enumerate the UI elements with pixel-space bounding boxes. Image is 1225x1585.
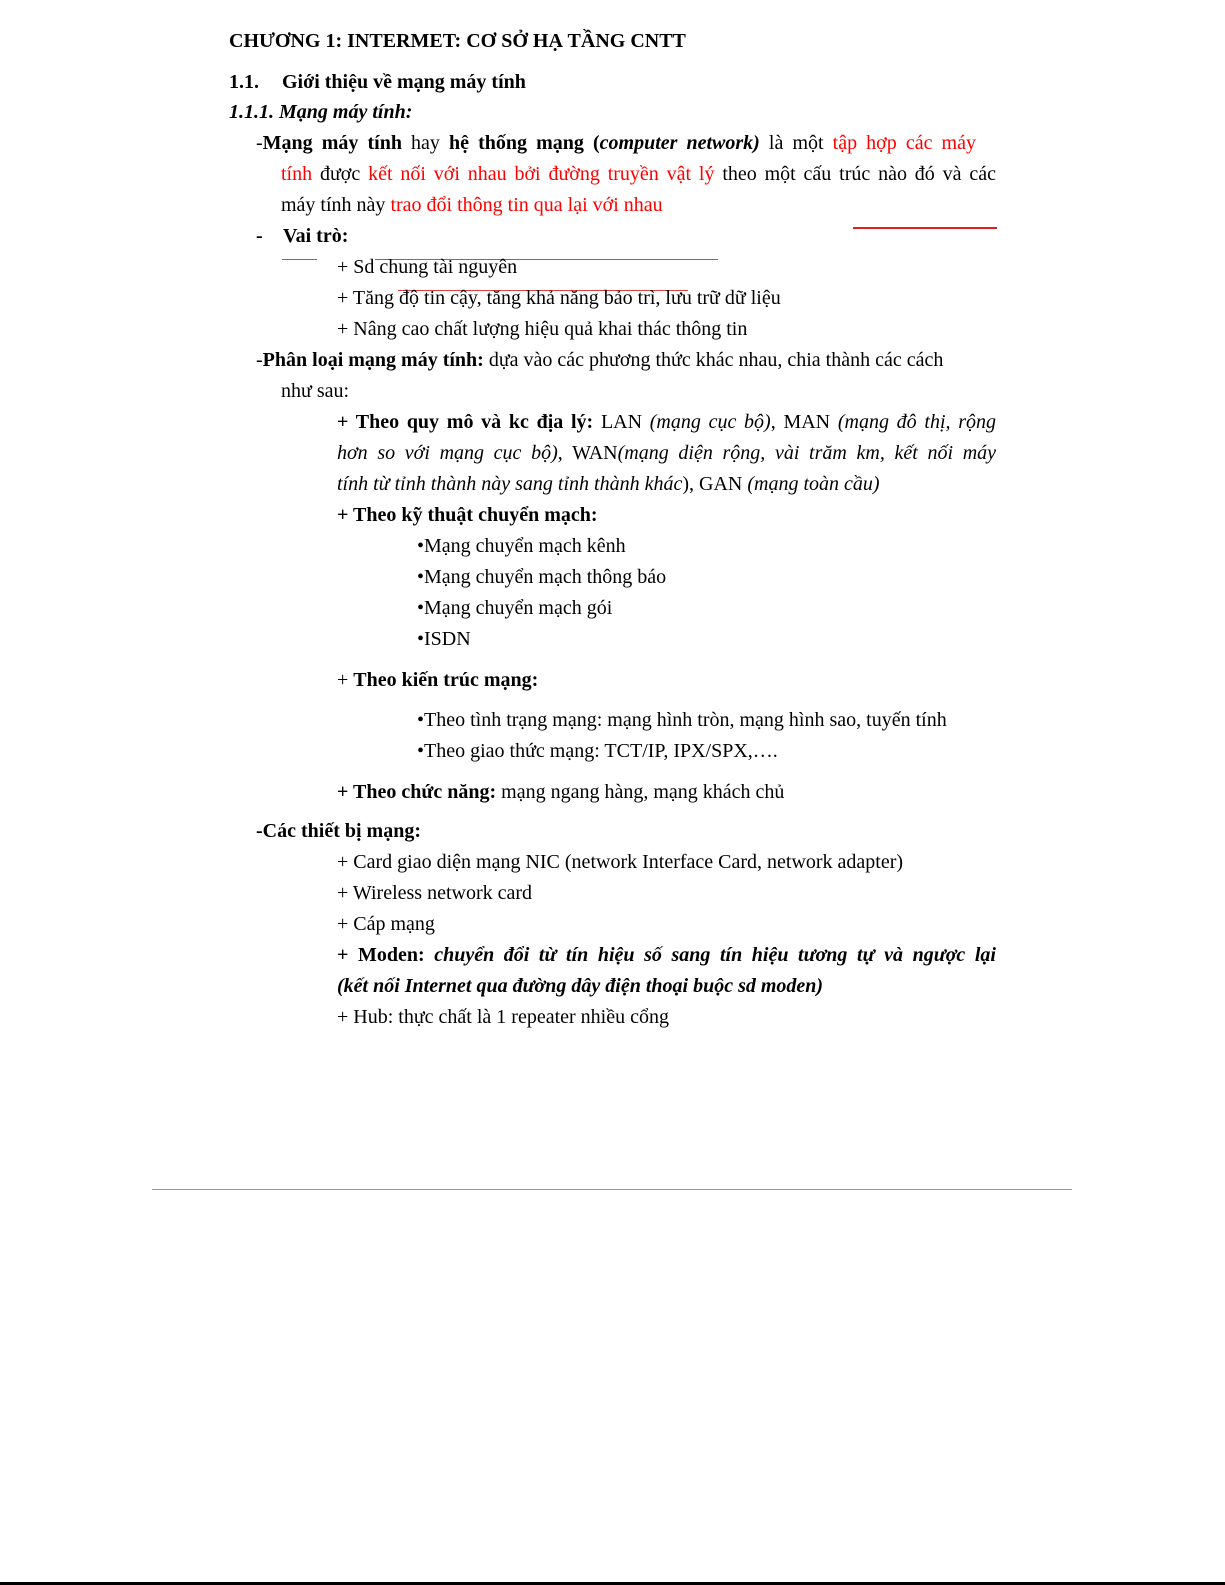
classification-text: dựa vào các phương thức khác nhau, chia thành các cách <box>483 349 944 371</box>
roles-label: Vai trò: <box>283 225 349 247</box>
modem-line-2: (kết nối Internet qua đường dây điện thoại buộc sd moden) <box>337 975 824 997</box>
scale-text: , MAN <box>770 411 838 433</box>
switching-item: •ISDN <box>417 628 471 650</box>
architecture-label <box>337 666 538 694</box>
section-number: 1.1. <box>229 71 259 93</box>
highlight-text: kết nối với nhau bởi đường truyền vật lý <box>368 163 715 185</box>
section-heading <box>229 68 526 96</box>
section-title: Giới thiệu về mạng máy tính <box>282 71 526 93</box>
ink-underline <box>853 227 997 229</box>
scale-note: (mạng đô thị, rộng <box>837 411 996 433</box>
switching-item: •Mạng chuyển mạch gói <box>417 597 613 619</box>
device-item: + Card giao diện mạng NIC (network Interface Card, network adapter) <box>337 851 904 873</box>
definition-text: hay <box>401 132 450 154</box>
scale-text: ), GAN <box>682 473 748 495</box>
scale-label: + Theo quy mô và kc địa lý: <box>337 411 594 433</box>
definition-line-2 <box>281 160 996 188</box>
switching-item: •Mạng chuyển mạch thông báo <box>417 566 667 588</box>
classification-line-2: như sau: <box>281 380 350 402</box>
device-item: + Cáp mạng <box>337 913 435 935</box>
page-divider <box>152 1189 1072 1190</box>
highlight-text: tính <box>281 163 313 185</box>
devices-heading: -Các thiết bị mạng: <box>256 820 421 842</box>
classification-line-1 <box>256 346 943 374</box>
roles-dash: - <box>256 225 263 247</box>
architecture-item: •Theo giao thức mạng: TCT/IP, IPX/SPX,…. <box>417 740 778 762</box>
definition-line-3 <box>281 191 663 219</box>
function-label: + Theo chức năng: <box>337 781 497 803</box>
definition-text: theo một cấu trúc nào đó và các <box>714 163 996 185</box>
architecture-label-text: Theo kiến trúc mạng: <box>353 669 539 691</box>
definition-line-1 <box>256 129 976 157</box>
definition-text: máy tính này <box>281 194 391 216</box>
scale-line-3 <box>337 470 880 498</box>
scale-note: tính từ tỉnh thành này sang tỉnh thành khác <box>337 473 683 495</box>
modem-text: chuyển đổi từ tín hiệu số sang tín hiệu tương tự và ngược lại <box>424 944 996 966</box>
term-computer-network: Mạng máy tính <box>262 132 402 154</box>
switching-label: + Theo kỹ thuật chuyển mạch: <box>337 504 598 526</box>
chapter-title: CHƯƠNG 1: INTERMET: CƠ SỞ HẠ TẦNG CNTT <box>229 30 686 52</box>
scale-line-1 <box>337 408 996 436</box>
roles-heading <box>256 222 349 250</box>
highlight-text: tập hợp các máy <box>832 132 976 154</box>
function-line <box>337 778 784 806</box>
ink-stroke <box>282 259 317 260</box>
scale-note: (mạng cục bộ) <box>649 411 771 433</box>
switching-item: •Mạng chuyển mạch kênh <box>417 535 626 557</box>
classification-dash: - <box>256 349 263 371</box>
function-text: mạng ngang hàng, mạng khách chủ <box>496 781 785 803</box>
scale-note: hơn so với mạng cục bộ) <box>337 442 558 464</box>
subsection-title: 1.1.1. Mạng máy tính: <box>229 101 413 123</box>
architecture-plus: + <box>337 669 354 691</box>
definition-text: là một <box>759 132 833 154</box>
scale-text: , WAN <box>557 442 618 464</box>
scale-note: (mạng diện rộng, vài trăm km, kết nối máy <box>617 442 997 464</box>
term-network-system: hệ thống mạng ( <box>449 132 600 154</box>
modem-label: + Moden: <box>337 944 425 966</box>
term-english: computer network) <box>599 132 760 154</box>
highlight-text: trao đổi thông tin qua lại với nhau <box>390 194 663 216</box>
roles-item: + Nâng cao chất lượng hiệu quả khai thác thông tin <box>337 318 748 340</box>
scale-line-2 <box>337 439 996 467</box>
roles-item: + Tăng độ tin cậy, tăng khả năng bảo trì, lưu trữ dữ liệu <box>337 287 781 309</box>
classification-label: Phân loại mạng máy tính: <box>262 349 484 371</box>
definition-text: được <box>312 163 369 185</box>
definition-dash: - <box>256 132 263 154</box>
scale-text: LAN <box>593 411 650 433</box>
device-item: + Wireless network card <box>337 882 533 904</box>
device-item: + Hub: thực chất là 1 repeater nhiều cổng <box>337 1006 669 1028</box>
architecture-item: •Theo tình trạng mạng: mạng hình tròn, mạng hình sao, tuyến tính <box>417 709 947 731</box>
roles-item: + Sd chung tài nguyên <box>337 256 518 278</box>
modem-line-1 <box>337 941 996 969</box>
scale-note: (mạng toàn cầu) <box>747 473 880 495</box>
